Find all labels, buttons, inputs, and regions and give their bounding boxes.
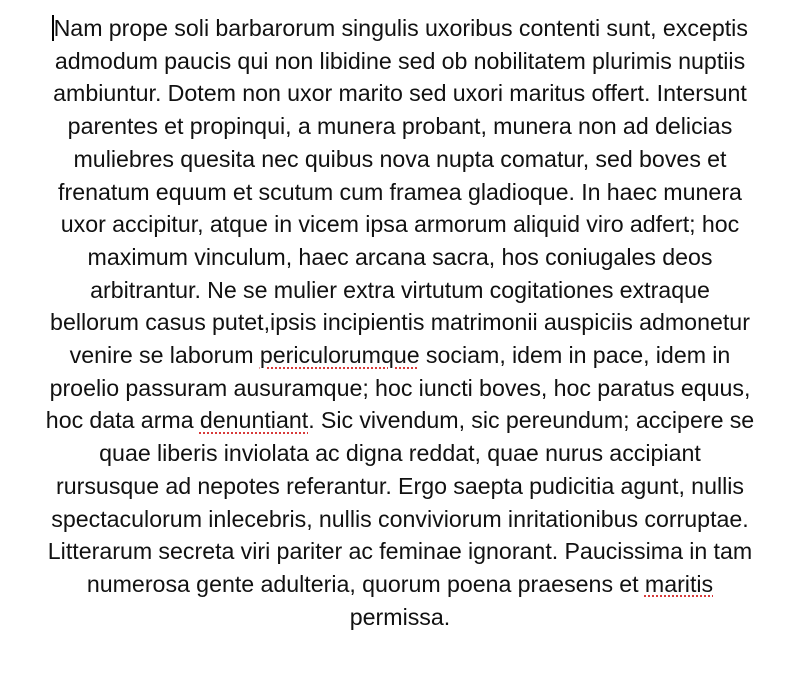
text-run: Litterarum secreta viri pariter ac feminae ignorant. Paucissima in tam: [47, 538, 753, 565]
text-line[interactable]: [10, 306, 790, 339]
text-run: frenatum equum et scutum cum framea gladioque. In haec munera: [58, 178, 742, 205]
text-line[interactable]: [10, 470, 790, 503]
body-paragraph[interactable]: [10, 12, 790, 633]
text-line[interactable]: [10, 437, 790, 470]
text-run: permissa.: [349, 603, 451, 630]
text-run: spectaculorum inlecebris, nullis conviviorum inritationibus corruptae.: [51, 505, 749, 532]
text-run: proelio passuram ausuramque; hoc iuncti boves, hoc paratus equus,: [49, 374, 751, 401]
misspelled-word[interactable]: maritis: [644, 570, 714, 597]
misspelled-word[interactable]: denuntiant: [199, 407, 309, 434]
text-run: muliebres quesita nec quibus nova nupta comatur, sed boves et: [73, 145, 727, 172]
text-line[interactable]: [10, 274, 790, 307]
text-run: hoc data arma: [45, 407, 200, 434]
text-line[interactable]: [10, 45, 790, 78]
text-line[interactable]: [10, 77, 790, 110]
text-line[interactable]: [10, 535, 790, 568]
text-line[interactable]: [10, 143, 790, 176]
text-line[interactable]: [10, 110, 790, 143]
text-line[interactable]: [10, 176, 790, 209]
text-run: arbitrantur. Ne se mulier extra virtutum cogitationes extraque: [90, 276, 710, 303]
text-run: venire se laborum: [69, 342, 260, 369]
text-line[interactable]: [10, 568, 790, 601]
text-line[interactable]: [10, 241, 790, 274]
text-line[interactable]: [10, 339, 790, 372]
text-run: Nam prope soli barbarorum singulis uxoribus contenti sunt, exceptis: [53, 15, 748, 41]
misspelled-word[interactable]: periculorumque: [259, 342, 420, 369]
text-line[interactable]: [10, 404, 790, 437]
text-run: . Sic vivendum, sic pereundum; accipere se: [308, 407, 755, 434]
text-run: sociam, idem in pace, idem in: [419, 342, 731, 369]
text-run: bellorum casus putet,ipsis incipientis matrimonii auspiciis admonetur: [50, 309, 750, 336]
text-line[interactable]: [10, 372, 790, 405]
text-line[interactable]: [10, 12, 790, 45]
text-run: ambiuntur. Dotem non uxor marito sed uxori maritus offert. Intersunt: [53, 80, 747, 107]
text-line[interactable]: [10, 208, 790, 241]
text-run: parentes et propinqui, a munera probant, munera non ad delicias: [67, 113, 733, 140]
text-run: uxor accipitur, atque in vicem ipsa armorum aliquid viro adfert; hoc: [60, 211, 740, 238]
text-run: numerosa gente adulteria, quorum poena praesens et: [86, 570, 645, 597]
text-run: rursusque ad nepotes referantur. Ergo saepta pudicitia agunt, nullis: [55, 472, 745, 499]
text-run: quae liberis inviolata ac digna reddat, quae nurus accipiant: [99, 440, 701, 467]
text-run: maximum vinculum, haec arcana sacra, hos coniugales deos: [87, 243, 713, 270]
text-run: admodum paucis qui non libidine sed ob nobilitatem plurimis nuptiis: [54, 47, 746, 74]
text-line[interactable]: [10, 601, 790, 634]
text-line[interactable]: [10, 503, 790, 536]
